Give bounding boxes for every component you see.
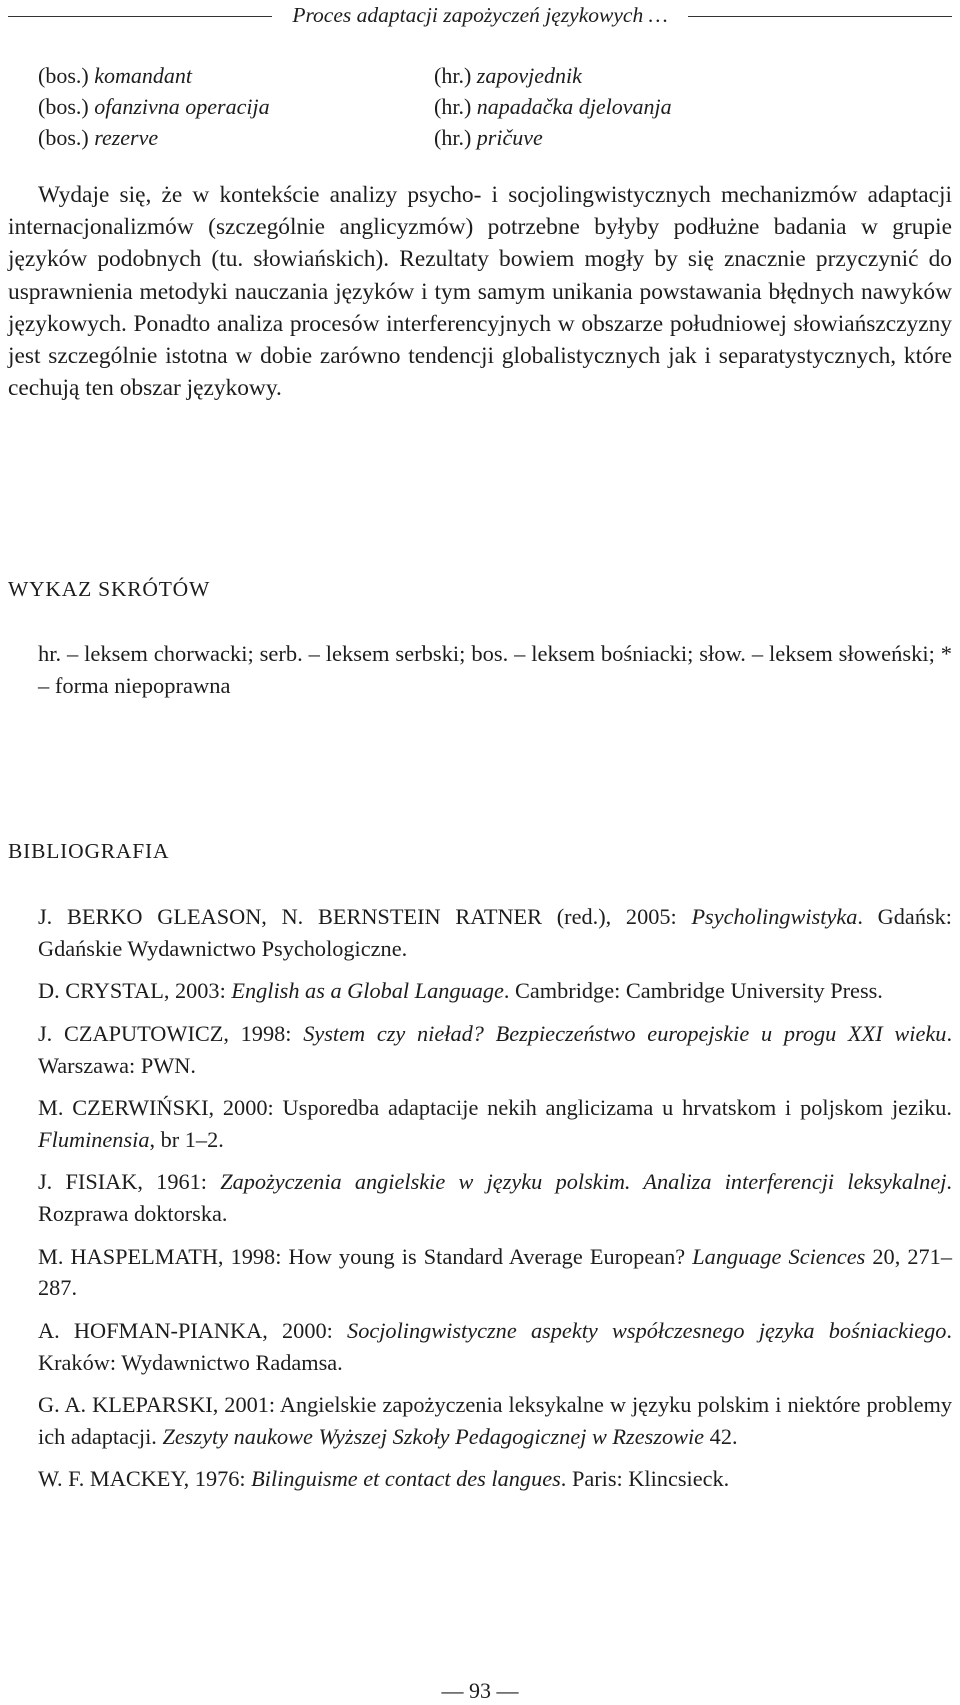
term-comparison-list xyxy=(38,60,918,153)
running-title: Proces adaptacji zapożyczeń językowych … xyxy=(292,2,668,27)
bosnian-term: (bos.) komandant xyxy=(38,62,192,88)
term-row xyxy=(38,60,918,91)
term-row xyxy=(38,122,918,153)
header-rule-right xyxy=(688,16,952,17)
bosnian-term: (bos.) rezerve xyxy=(38,124,159,150)
running-header xyxy=(8,0,952,30)
bibliography-entry: W. F. MACKEY, 1976: Bilinguisme et contact des langues. Paris: Klincsieck. xyxy=(38,1466,730,1492)
body-paragraph: Wydaje się, że w kontekście analizy psycho- i socjolingwistycznych mechanizmów adaptacji internacjonalizmów (szczególnie anglicyzmów) potrzebne byłyby podłużne badania w grupie języków podobnych (tu. słowiańskich). Rezultaty bowiem mogły by się znacznie przyczynić do usprawnienia metodyki nauczania języków i tym samym unikania powstawania błędnych nawyków językowych. Ponadto analiza procesów interferencyjnych w obszarze południowej słowiańszczyzny jest szczególnie istotna w dobie zarówno tendencji globalistycznych jak i separatystycznych, które cechują ten obszar językowy. xyxy=(8,182,952,402)
bibliography-entry: D. CRYSTAL, 2003: English as a Global Language. Cambridge: Cambridge University Press. xyxy=(38,978,883,1004)
bibliography-heading: BIBLIOGRAFIA xyxy=(8,839,170,863)
bibliography-list xyxy=(38,901,952,1506)
abbreviations-text: hr. – leksem chorwacki; serb. – leksem serbski; bos. – leksem bośniacki; słow. – leksem słoweński; * – forma niepoprawna xyxy=(38,641,952,698)
term-row xyxy=(38,91,918,122)
bibliography-entry: A. HOFMAN-PIANKA, 2000: Socjolingwistyczne aspekty współczesnego języka bośniackiego. Kraków: Wydawnictwo Radamsa. xyxy=(38,1317,952,1375)
bibliography-entry: J. CZAPUTOWICZ, 1998: System czy nieład? Bezpieczeństwo europejskie u progu XXI wieku. Warszawa: PWN. xyxy=(38,1020,953,1078)
bosnian-term: (bos.) ofanzivna operacija xyxy=(38,93,270,119)
page-number: — 93 — xyxy=(441,1678,519,1703)
bibliography-entry: G. A. KLEPARSKI, 2001: Angielskie zapożyczenia leksykalne w języku polskim i niektóre problemy ich adaptacji. Zeszyty naukowe Wyższej Szkoły Pedagogicznej w Rzeszowie 42. xyxy=(38,1392,952,1449)
croatian-term: (hr.) zapovjednik xyxy=(434,62,582,88)
croatian-term: (hr.) pričuve xyxy=(434,124,543,150)
header-rule-left xyxy=(8,16,272,17)
bibliography-entry: J. FISIAK, 1961: Zapożyczenia angielskie w języku polskim. Analiza interferencji leksykalnej. Rozprawa doktorska. xyxy=(38,1169,952,1227)
abbreviations-heading: WYKAZ SKRÓTÓW xyxy=(8,577,211,601)
bibliography-entry: M. HASPELMATH, 1998: How young is Standard Average European? Language Sciences 20, 271–287. xyxy=(38,1243,952,1301)
bibliography-entry: J. BERKO GLEASON, N. BERNSTEIN RATNER (red.), 2005: Psycholingwistyka. Gdańsk: Gdańskie Wydawnictwo Psychologiczne. xyxy=(38,904,952,961)
bibliography-entry: M. CZERWIŃSKI, 2000: Usporedba adaptacije nekih anglicizama u hrvatskom i poljskom jeziku. Fluminensia, br 1–2. xyxy=(38,1095,952,1152)
croatian-term: (hr.) napadačka djelovanja xyxy=(434,93,672,119)
